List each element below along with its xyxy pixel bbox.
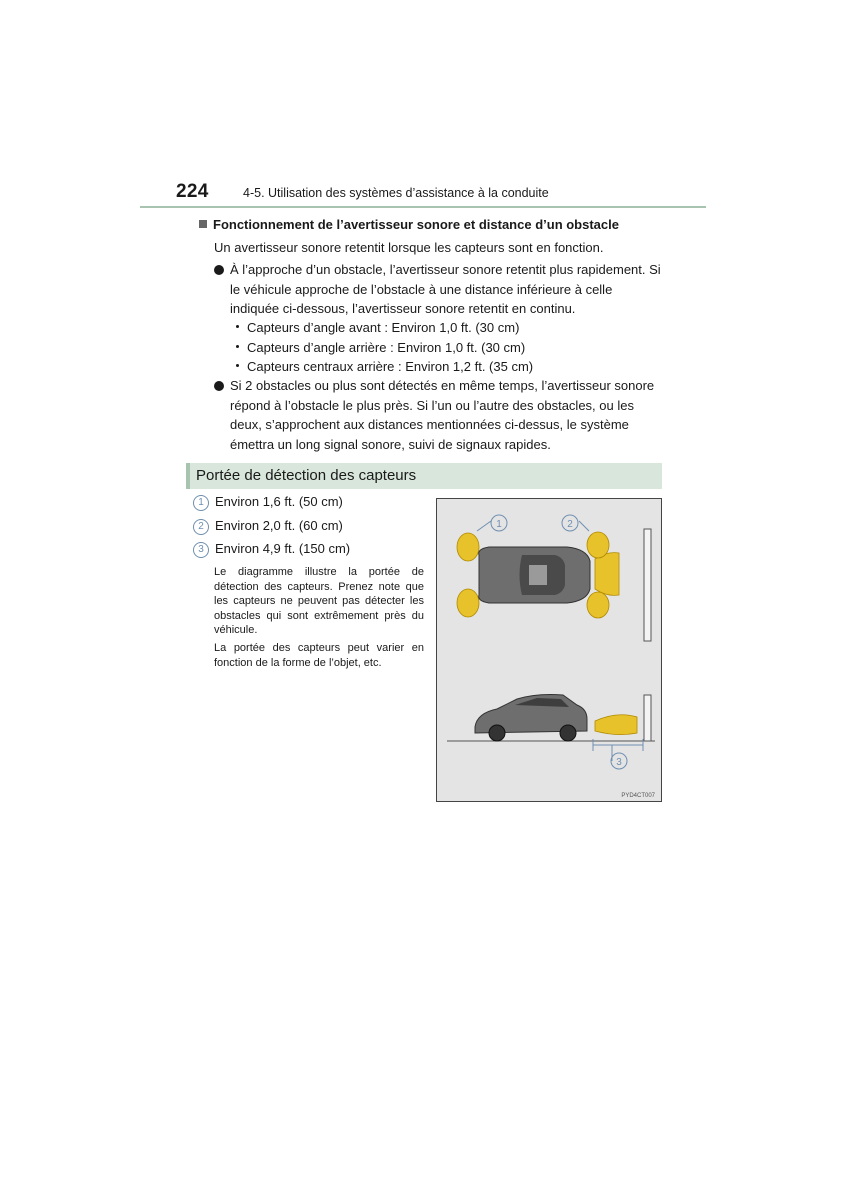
circled-number-icon: 3 bbox=[193, 542, 209, 558]
header-divider bbox=[140, 206, 706, 208]
diagram-note: La portée des capteurs peut varier en fonction de la forme de l’objet, etc. bbox=[214, 642, 424, 669]
list-item bbox=[232, 357, 533, 377]
diagram-code: PYD4CT007 bbox=[621, 793, 655, 799]
range-text: Environ 2,0 ft. (60 cm) bbox=[215, 518, 343, 533]
bullet-item bbox=[214, 260, 662, 319]
intro-paragraph: Un avertisseur sonore retentit lorsque les capteurs sont en fonction. bbox=[214, 240, 604, 255]
obstacle-wall-side bbox=[644, 695, 651, 741]
section-title: Portée de détection des capteurs bbox=[196, 467, 417, 484]
bullet-text: À l’approche d’un obstacle, l’avertisseur sonore retentit plus rapidement. Si le véhicule approche de l’obstacle à une distance inférieure à celle indiquée ci-dessous, l’avertisseur sonore retentit en continu. bbox=[230, 262, 661, 316]
range-item bbox=[193, 494, 343, 511]
circled-number-icon: 1 bbox=[193, 495, 209, 511]
page-number: 224 bbox=[176, 181, 209, 202]
range-text: Environ 4,9 ft. (150 cm) bbox=[215, 541, 351, 556]
small-dot-icon bbox=[236, 364, 239, 367]
section-heading-text: Fonctionnement de l’avertisseur sonore et distance d’un obstacle bbox=[213, 217, 619, 232]
range-item bbox=[193, 518, 343, 535]
list-item-text: Capteurs d’angle avant : Environ 1,0 ft. (30 cm) bbox=[247, 320, 520, 335]
small-dot-icon bbox=[236, 345, 239, 348]
callout-1-label: 1 bbox=[496, 519, 502, 530]
rear-detection-zone bbox=[595, 715, 637, 735]
range-text: Environ 1,6 ft. (50 cm) bbox=[215, 494, 343, 509]
front-center-zone bbox=[595, 553, 619, 596]
list-item-text: Capteurs centraux arrière : Environ 1,2 ft. (35 cm) bbox=[247, 359, 534, 374]
car-roof bbox=[529, 565, 547, 585]
wheel-icon bbox=[489, 725, 505, 741]
section-heading bbox=[199, 217, 619, 232]
range-item bbox=[193, 541, 350, 558]
callout-2-label: 2 bbox=[567, 519, 573, 530]
bullet-dot-icon bbox=[214, 381, 224, 391]
obstacle-wall bbox=[644, 529, 651, 641]
list-item-text: Capteurs d’angle arrière : Environ 1,0 ft. (30 cm) bbox=[247, 339, 526, 355]
list-item bbox=[232, 338, 533, 358]
circled-number-icon: 2 bbox=[193, 519, 209, 535]
diagram-note: Le diagramme illustre la portée de détection des capteurs. Prenez note que les capteurs ne peuvent pas détecter les obstacles qui sont extrêmement près du véhicule. bbox=[214, 566, 424, 636]
square-bullet-icon bbox=[199, 220, 207, 228]
bullet-dot-icon bbox=[214, 265, 224, 275]
bullet-text: Si 2 obstacles ou plus sont détectés en même temps, l’avertisseur sonore répond à l’obstacle le plus près. Si l’un ou l’autre des obstacles, ou les deux, s’approchent aux distances mentionnées ci-dessus, le système émettra un long signal sonore, suivi de signaux rapides. bbox=[230, 378, 655, 452]
callout-3-label: 3 bbox=[616, 757, 622, 768]
wheel-icon bbox=[560, 725, 576, 741]
small-dot-icon bbox=[236, 325, 239, 328]
corner-zone-rear-left bbox=[457, 533, 479, 561]
list-item bbox=[232, 318, 533, 338]
bullet-item bbox=[214, 376, 662, 454]
corner-zone-rear-right bbox=[457, 589, 479, 617]
sensor-range-diagram bbox=[436, 498, 662, 802]
corner-zone-front-left bbox=[587, 532, 609, 558]
chapter-title: 4-5. Utilisation des systèmes d’assistance à la conduite bbox=[243, 186, 549, 200]
corner-zone-front-right bbox=[587, 592, 609, 618]
sensor-distance-list bbox=[232, 318, 533, 377]
